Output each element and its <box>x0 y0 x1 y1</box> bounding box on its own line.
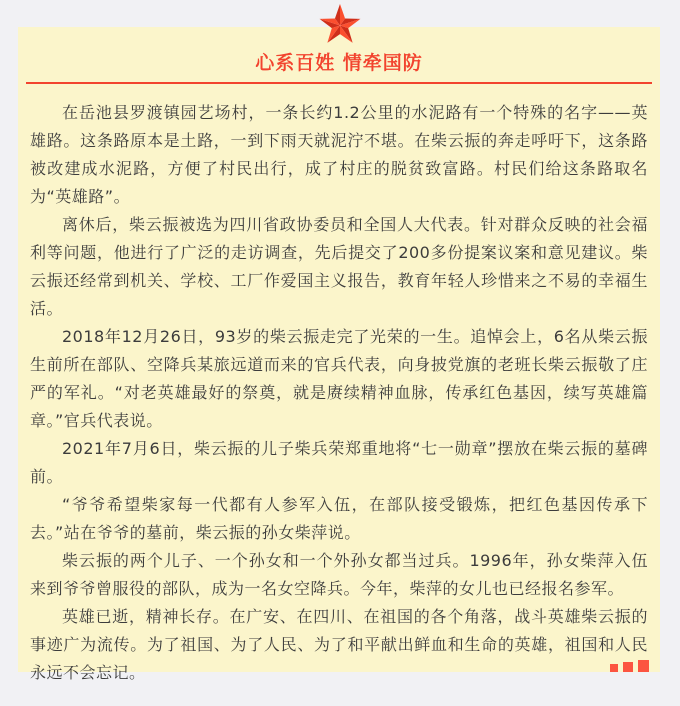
paragraph: 离休后，柴云振被选为四川省政协委员和全国人大代表。针对群众反映的社会福利等问题，他进行了广泛的走访调查，先后提交了200多份提案议案和意见建议。柴云振还经常到机关、学校、工厂作爱国主义报告，教育年轻人珍惜来之不易的幸福生活。 <box>30 215 648 318</box>
corner-square <box>638 660 649 672</box>
corner-square <box>610 664 618 672</box>
page-title: 心系百姓 情牵国防 <box>255 52 423 74</box>
paragraph: 在岳池县罗渡镇园艺场村，一条长约1.2公里的水泥路有一个特殊的名字——英雄路。这条路原本是土路，一到下雨天就泥泞不堪。在柴云振的奔走呼吁下，这条路被改建成水泥路，方便了村民出行，成了村庄的脱贫致富路。村民们给这条路取名为“英雄路”。 <box>30 103 648 206</box>
corner-square <box>623 662 633 672</box>
paragraph: 英雄已逝，精神长存。在广安、在四川、在祖国的各个角落，战斗英雄柴云振的事迹广为流传。为了祖国、为了人民、为了和平献出鲜血和生命的英雄，祖国和人民永远不会忘记。 <box>30 607 648 682</box>
paragraph: 柴云振的两个儿子、一个孙女和一个外孙女都当过兵。1996年，孙女柴萍入伍来到爷爷曾服役的部队，成为一名女空降兵。今年，柴萍的女儿也已经报名参军。 <box>30 551 648 598</box>
paragraph: 2018年12月26日，93岁的柴云振走完了光荣的一生。追悼会上，6名从柴云振生前所在部队、空降兵某旅远道而来的官兵代表，向身披党旗的老班长柴云振敬了庄严的军礼。“对老英雄最好的祭奠，就是赓续精神血脉，传承红色基因，续写英雄篇章。”官兵代表说。 <box>30 327 648 430</box>
paragraph: “爷爷希望柴家每一代都有人参军入伍，在部队接受锻炼，把红色基因传承下去。”站在爷爷的墓前，柴云振的孙女柴萍说。 <box>30 495 648 542</box>
article-body <box>18 84 660 687</box>
paragraph: 2021年7月6日，柴云振的儿子柴兵荣郑重地将“七一勋章”摆放在柴云振的墓碑前。 <box>30 439 648 486</box>
content-panel <box>18 27 660 682</box>
red-star-icon <box>318 3 363 48</box>
corner-squares-decoration <box>610 660 649 672</box>
